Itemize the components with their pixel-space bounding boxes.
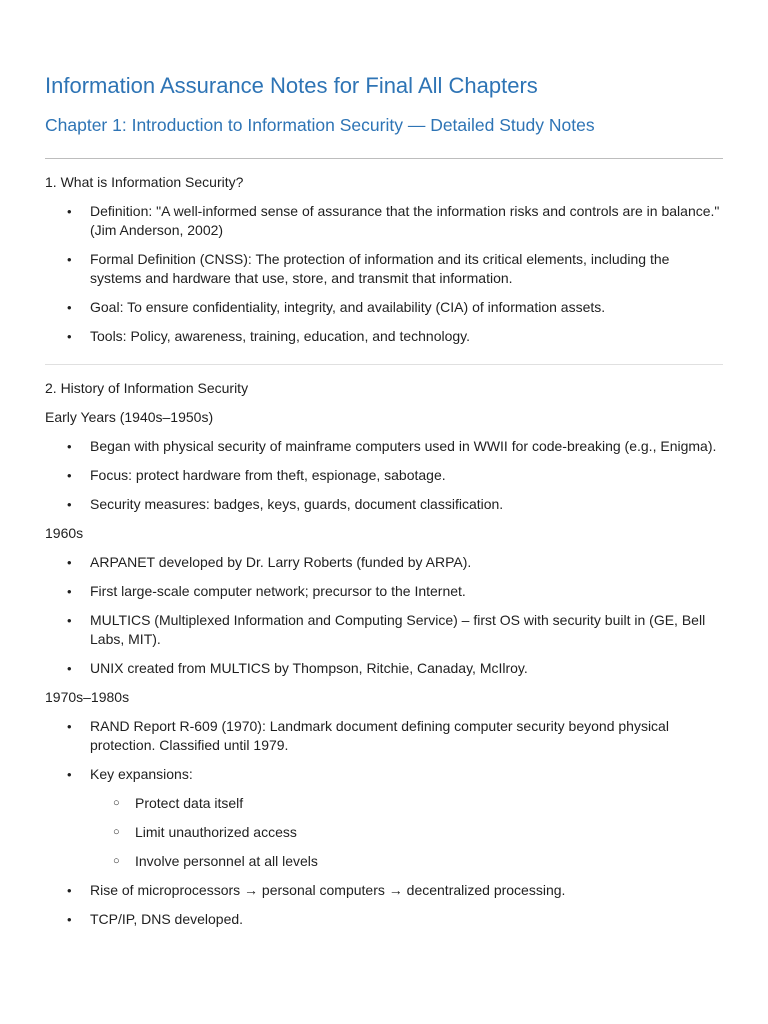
list-item xyxy=(45,582,723,601)
list-item xyxy=(45,202,723,240)
era-heading-1960s: 1960s xyxy=(45,525,84,542)
list-item-text: Rise of microprocessors → personal computers → decentralized processing. xyxy=(90,882,566,899)
list-item-text: First large-scale computer network; precursor to the Internet. xyxy=(90,583,466,600)
circle-bullet-icon: ○ xyxy=(113,797,120,810)
era-early-years-list xyxy=(45,437,723,514)
bullet-icon: • xyxy=(67,883,72,899)
bullet-icon: • xyxy=(67,468,72,484)
section-2-heading: 2. History of Information Security xyxy=(45,380,249,397)
bullet-icon: • xyxy=(67,767,72,783)
list-item xyxy=(45,910,723,929)
list-item-text: Tools: Policy, awareness, training, education, and technology. xyxy=(90,328,471,345)
list-item-text: Definition: "A well-informed sense of assurance that the information risks and controls are in balance." (Jim Anderson, 2002) xyxy=(90,203,720,239)
list-item-text: Began with physical security of mainframe computers used in WWII for code-breaking (e.g., Enigma). xyxy=(90,438,717,455)
list-item xyxy=(45,717,723,755)
list-item-text: RAND Report R-609 (1970): Landmark document defining computer security beyond physical protection. Classified until 1979. xyxy=(90,718,669,754)
bullet-icon: • xyxy=(67,613,72,629)
bullet-icon: • xyxy=(67,204,72,220)
sub-list-item xyxy=(90,823,723,842)
list-item xyxy=(45,553,723,572)
section-1-list xyxy=(45,202,723,346)
sub-list-item-text: Limit unauthorized access xyxy=(135,824,297,841)
era-heading-early-years: Early Years (1940s–1950s) xyxy=(45,409,214,426)
list-item xyxy=(45,298,723,317)
list-item xyxy=(45,495,723,514)
bullet-icon: • xyxy=(67,439,72,455)
list-item-text: MULTICS (Multiplexed Information and Computing Service) – first OS with security built in (GE, Bell Labs, MIT). xyxy=(90,612,706,648)
list-item xyxy=(45,437,723,456)
circle-bullet-icon: ○ xyxy=(113,855,120,868)
bullet-icon: • xyxy=(67,555,72,571)
bullet-icon: • xyxy=(67,584,72,600)
bullet-icon: • xyxy=(67,497,72,513)
sub-list-item-text: Involve personnel at all levels xyxy=(135,853,318,870)
era-1970s-1980s-list xyxy=(45,717,723,929)
sub-list-item xyxy=(90,852,723,871)
list-item-text: Formal Definition (CNSS): The protection of information and its critical elements, including the systems and hardware that use, store, and transmit that information. xyxy=(90,251,670,287)
list-item-text: UNIX created from MULTICS by Thompson, Ritchie, Canaday, McIlroy. xyxy=(90,660,528,677)
section-divider xyxy=(45,364,723,365)
era-1960s-list xyxy=(45,553,723,678)
bullet-icon: • xyxy=(67,300,72,316)
list-item xyxy=(45,765,723,871)
list-item xyxy=(45,250,723,288)
bullet-icon: • xyxy=(67,912,72,928)
document-title: Information Assurance Notes for Final All Chapters xyxy=(45,73,538,98)
list-item-text: Goal: To ensure confidentiality, integrity, and availability (CIA) of information assets. xyxy=(90,299,606,316)
circle-bullet-icon: ○ xyxy=(113,826,120,839)
era-heading-1970s-1980s: 1970s–1980s xyxy=(45,689,130,706)
sub-list-item-text: Protect data itself xyxy=(135,795,244,812)
list-item-text: Focus: protect hardware from theft, espionage, sabotage. xyxy=(90,467,446,484)
list-item xyxy=(45,611,723,649)
list-item xyxy=(45,327,723,346)
bullet-icon: • xyxy=(67,252,72,268)
list-item-text: TCP/IP, DNS developed. xyxy=(90,911,244,928)
list-item xyxy=(45,466,723,485)
section-1-heading: 1. What is Information Security? xyxy=(45,174,244,191)
heading-divider xyxy=(45,158,723,159)
sub-list-item xyxy=(90,794,723,813)
key-expansions-sublist xyxy=(90,794,723,871)
bullet-icon: • xyxy=(67,719,72,735)
bullet-icon: • xyxy=(67,329,72,345)
list-item-text: Key expansions: xyxy=(90,766,193,783)
list-item xyxy=(45,659,723,678)
chapter-subtitle: Chapter 1: Introduction to Information Security — Detailed Study Notes xyxy=(45,114,595,135)
list-item xyxy=(45,881,723,900)
bullet-icon: • xyxy=(67,661,72,677)
list-item-text: Security measures: badges, keys, guards, document classification. xyxy=(90,496,504,513)
list-item-text: ARPANET developed by Dr. Larry Roberts (funded by ARPA). xyxy=(90,554,472,571)
